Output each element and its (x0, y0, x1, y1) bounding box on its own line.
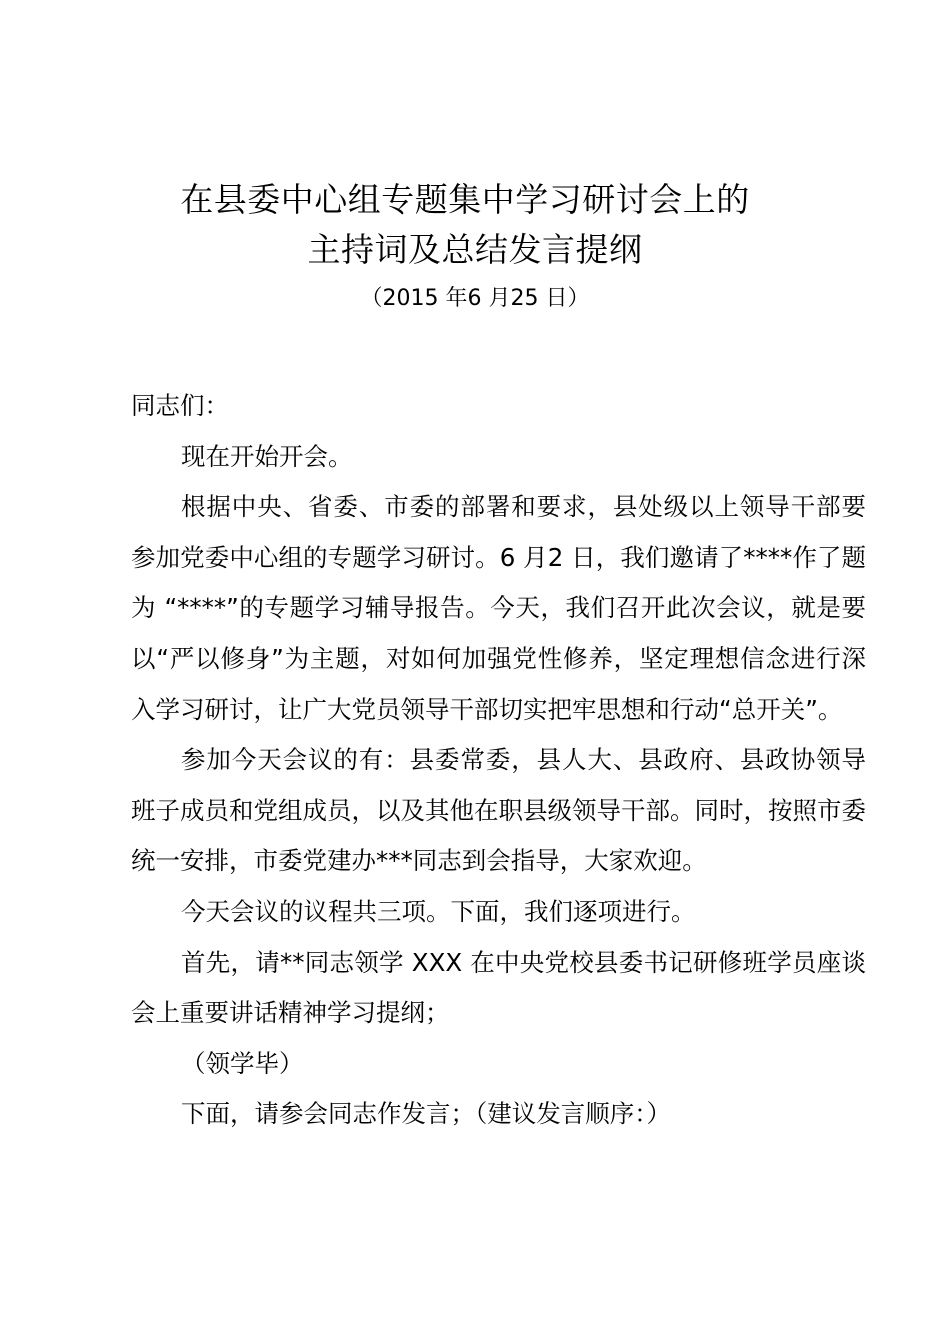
paragraph-attendees: 参加今天会议的有：县委常委，县人大、县政府、县政协领导班子成员和党组成员，以及其他在职县级领导干部。同时，按照市委统一安排，市委党建办***同志到会指导，大家欢迎。 (131, 745, 866, 876)
document-title-line-2: 主持词及总结发言提纲 (307, 230, 643, 269)
paragraph-first-item: 首先，请**同志领学 XXX 在中央党校县委书记研修班学员座谈会上重要讲话精神学习提纲； (131, 947, 866, 1028)
salutation: 同志们： (131, 391, 229, 420)
paragraph-agenda: 今天会议的议程共三项。下面，我们逐项进行。 (181, 896, 696, 926)
paragraph-speeches: 下面，请参会同志作发言；（建议发言顺序：） (181, 1099, 671, 1129)
paragraph-study-finished: （领学毕） (181, 1048, 304, 1078)
document-body (131, 381, 866, 1140)
paragraph-background: 根据中央、省委、市委的部署和要求，县处级以上领导干部要参加党委中心组的专题学习研讨。6 月2 日，我们邀请了****作了题为 “****”的专题学习辅导报告。今天，我们召开此次会议，就是要以“严以修身”为主题，对如何加强党性修养，坚定理想信念进行深入学习研讨，让广大党员领导干部切实把牢思想和行动“总开关”。 (131, 492, 866, 724)
document-date: （2015 年6 月25 日） (360, 286, 590, 311)
paragraph-opening: 现在开始开会。 (181, 441, 353, 471)
document-title-line-1: 在县委中心组专题集中学习研讨会上的 (180, 180, 750, 219)
